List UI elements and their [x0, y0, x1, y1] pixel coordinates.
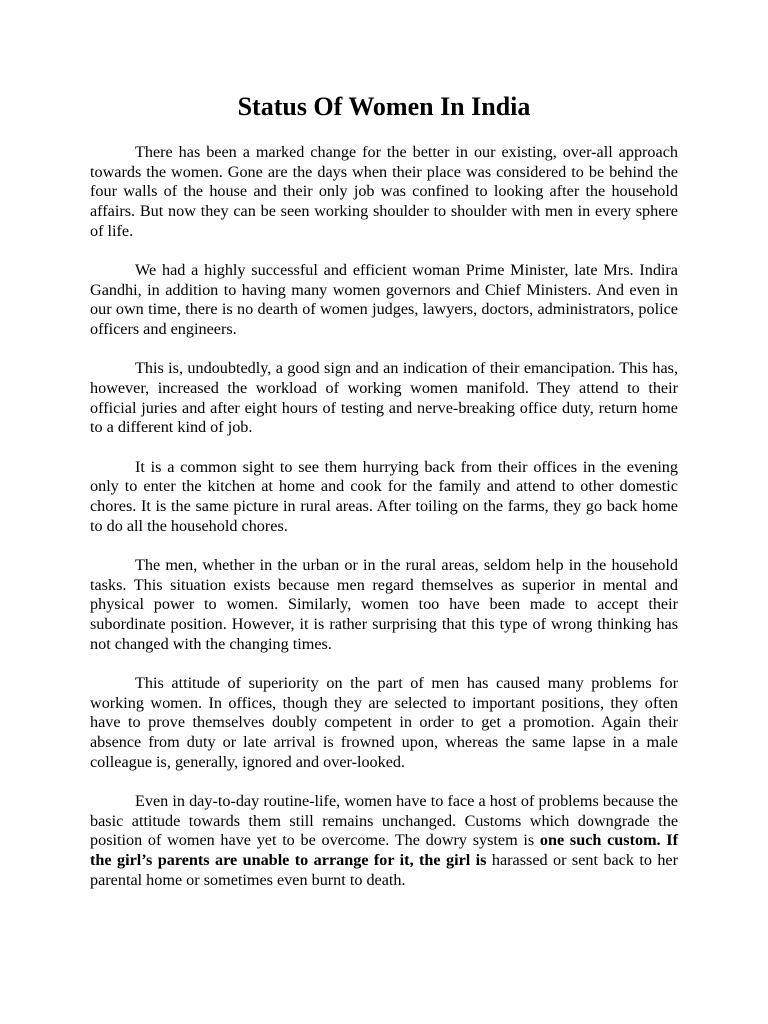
- paragraph: We had a highly successful and efficient woman Prime Minister, late Mrs. Indira Gandhi, in addition to having many women governors and Chief Ministers. And even in our own time, there is no dearth of women judges, lawyers, doctors, administrators, police officers and engineers.: [90, 261, 678, 339]
- document-title: Status Of Women In India: [237, 92, 531, 121]
- paragraph: There has been a marked change for the better in our existing, over-all approach towards the women. Gone are the days when their place was considered to be behind the four walls of the house and their only job was confined to looking after the household affairs. But now they can be seen working shoulder to shoulder with men in every sphere of life.: [90, 143, 678, 240]
- paragraph-text: harassed or sent back to her parental home or sometimes even burnt to death.: [90, 851, 679, 889]
- paragraph: The men, whether in the urban or in the rural areas, seldom help in the household tasks. This situation exists because men regard themselves as superior in mental and physical power to women. Similarly, women too have been made to accept their subordinate position. However, it is rather surprising that this type of wrong thinking has not changed with the changing times.: [90, 555, 678, 653]
- paragraph: It is a common sight to see them hurrying back from their offices in the evening only to enter the kitchen at home and cook for the family and attend to other domestic chores. It is the same picture in rural areas. After toiling on the farms, they go back home to do all the household chores.: [90, 457, 678, 535]
- paragraph-text: Even in day-to-day routine-life, women have to face a host of problems because the basic attitude towards them still remains unchanged. Customs which downgrade the position of women have yet to be overcome. The dowry system is: [90, 791, 678, 850]
- paragraph-last: [90, 792, 678, 891]
- paragraph-bold-text: one such custom. If the girl’s parents are unable to arrange for it, the girl is: [90, 831, 679, 870]
- paragraph: This is, undoubtedly, a good sign and an indication of their emancipation. This has, however, increased the workload of working women manifold. They attend to their official juries and after eight hours of testing and nerve-breaking office duty, return home to a different kind of job.: [90, 359, 678, 437]
- paragraph: This attitude of superiority on the part of men has caused many problems for working women. In offices, though they are selected to important positions, they often have to prove themselves doubly competent in order to get a promotion. Again their absence from duty or late arrival is frowned upon, whereas the same lapse in a male colleague is, generally, ignored and over-looked.: [90, 673, 678, 771]
- document-page: [90, 88, 678, 910]
